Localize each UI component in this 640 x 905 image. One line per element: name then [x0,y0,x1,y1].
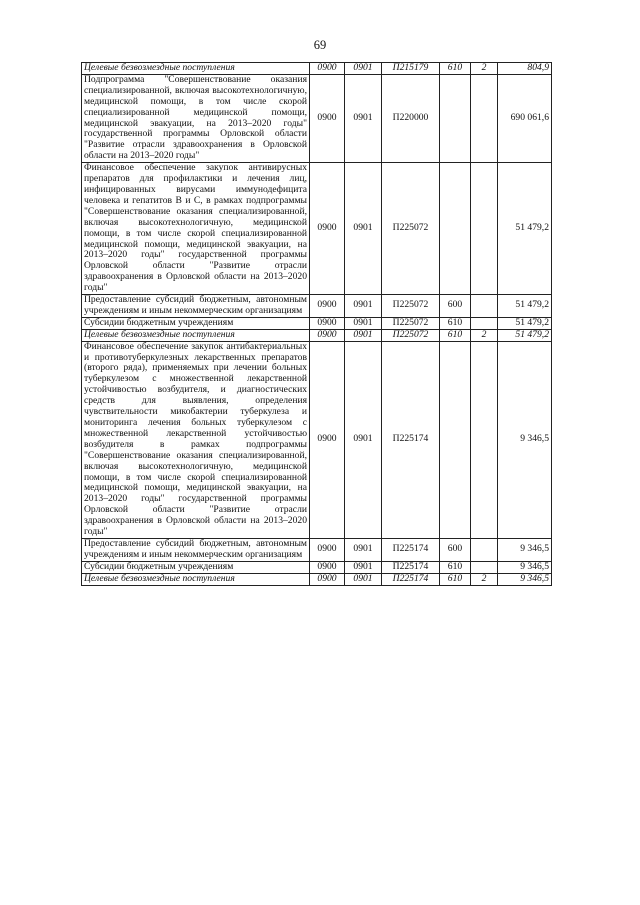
row-sum-cell: 51 479,2 [498,329,552,341]
row-kosgu-cell [471,74,498,162]
row-vr-cell: 610 [440,317,471,329]
row-name-cell: Целевые безвозмездные поступления [82,329,310,341]
row-rz-cell: 0901 [345,561,382,573]
row-vr-cell [440,163,471,295]
row-name-cell: Субсидии бюджетным учреждениям [82,317,310,329]
row-kosgu-cell: 2 [471,329,498,341]
row-kosgu-cell: 2 [471,573,498,585]
row-rz-cell: 0901 [345,163,382,295]
row-gr-cell: 0900 [310,341,345,538]
page-number: 69 [313,38,327,52]
row-name-cell: Целевые безвозмездные поступления [82,63,310,75]
row-name-cell: Предоставление субсидий бюджетным, автономным учреждениям и иным некоммерческим организациям [82,295,310,318]
row-gr-cell: 0900 [310,74,345,162]
table-row [82,573,552,585]
row-csr-cell: П220000 [382,74,440,162]
row-csr-cell: П225072 [382,163,440,295]
row-vr-cell: 600 [440,538,471,561]
row-vr-cell [440,341,471,538]
row-vr-cell: 600 [440,295,471,318]
row-csr-cell: П225174 [382,561,440,573]
row-sum-cell: 9 346,5 [498,573,552,585]
row-rz-cell: 0901 [345,317,382,329]
row-name-cell: Финансовое обеспечение закупок антибактериальных и противотуберкулезных лекарственных препаратов (второго ряда), применяемых при лечении больных туберкулезом с множественной лекарственной устойчивостью возбудителя, и диагностических средств для выявления, определения чувствительности микобактерии туберкулеза и мониторинга лечения больных туберкулезом с множественной лекарственной устойчивостью возбудителя в рамках подпрограммы "Совершенствование оказания специализированной, включая высокотехнологичную, медицинской помощи, в том числе скорой специализированной медицинской помощи, медицинской эвакуации, на 2013–2020 годы" государственной программы Орловской области "Развитие отрасли здравоохранения в Орловской области на 2013–2020 годы" [82,341,310,538]
row-csr-cell: П225174 [382,341,440,538]
row-vr-cell: 610 [440,573,471,585]
row-csr-cell: П225174 [382,573,440,585]
budget-table [81,62,552,586]
row-vr-cell [440,74,471,162]
row-vr-cell: 610 [440,329,471,341]
row-gr-cell: 0900 [310,329,345,341]
row-vr-cell: 610 [440,561,471,573]
row-name-cell: Целевые безвозмездные поступления [82,573,310,585]
row-rz-cell: 0901 [345,538,382,561]
table-row [82,341,552,538]
table-row [82,538,552,561]
row-kosgu-cell [471,538,498,561]
row-csr-cell: П215179 [382,63,440,75]
row-gr-cell: 0900 [310,63,345,75]
table-row [82,317,552,329]
row-rz-cell: 0901 [345,573,382,585]
table-row [82,74,552,162]
row-csr-cell: П225072 [382,317,440,329]
row-gr-cell: 0900 [310,317,345,329]
row-sum-cell: 690 061,6 [498,74,552,162]
row-name-cell: Подпрограмма "Совершенствование оказания специализированной, включая высокотехнологичную, медицинской помощи, в том числе скорой специализированной медицинской помощи, медицинской эвакуации, на 2013–2020 годы" государственной программы Орловской области "Развитие отрасли здравоохранения в Орловской области на 2013–2020 годы" [82,74,310,162]
row-kosgu-cell [471,295,498,318]
row-sum-cell: 51 479,2 [498,163,552,295]
table-row [82,329,552,341]
row-vr-cell: 610 [440,63,471,75]
table-row [82,163,552,295]
table-row [82,63,552,75]
row-sum-cell: 9 346,5 [498,561,552,573]
row-sum-cell: 51 479,2 [498,295,552,318]
row-name-cell: Финансовое обеспечение закупок антивирусных препаратов для профилактики и лечения лиц, инфицированных вирусами иммунодефицита человека и гепатитов B и C, в рамках подпрограммы "Совершенствование оказания специализированной, включая высокотехнологичную, медицинской помощи, в том числе скорой специализированной медицинской помощи, медицинской эвакуации, на 2013–2020 годы" государственной программы Орловской области "Развитие отрасли здравоохранения в Орловской области на 2013–2020 годы" [82,163,310,295]
table-row [82,561,552,573]
row-sum-cell: 804,9 [498,63,552,75]
row-csr-cell: П225072 [382,329,440,341]
row-rz-cell: 0901 [345,341,382,538]
row-sum-cell: 9 346,5 [498,341,552,538]
row-kosgu-cell [471,317,498,329]
row-kosgu-cell: 2 [471,63,498,75]
row-kosgu-cell [471,163,498,295]
row-gr-cell: 0900 [310,295,345,318]
row-sum-cell: 9 346,5 [498,538,552,561]
row-gr-cell: 0900 [310,561,345,573]
row-sum-cell: 51 479,2 [498,317,552,329]
row-gr-cell: 0900 [310,573,345,585]
row-rz-cell: 0901 [345,295,382,318]
row-gr-cell: 0900 [310,538,345,561]
row-kosgu-cell [471,561,498,573]
row-name-cell: Субсидии бюджетным учреждениям [82,561,310,573]
row-csr-cell: П225174 [382,538,440,561]
table-row [82,295,552,318]
row-kosgu-cell [471,341,498,538]
row-gr-cell: 0900 [310,163,345,295]
row-name-cell: Предоставление субсидий бюджетным, автономным учреждениям и иным некоммерческим организациям [82,538,310,561]
row-rz-cell: 0901 [345,74,382,162]
row-csr-cell: П225072 [382,295,440,318]
row-rz-cell: 0901 [345,63,382,75]
row-rz-cell: 0901 [345,329,382,341]
table-body [82,63,552,586]
